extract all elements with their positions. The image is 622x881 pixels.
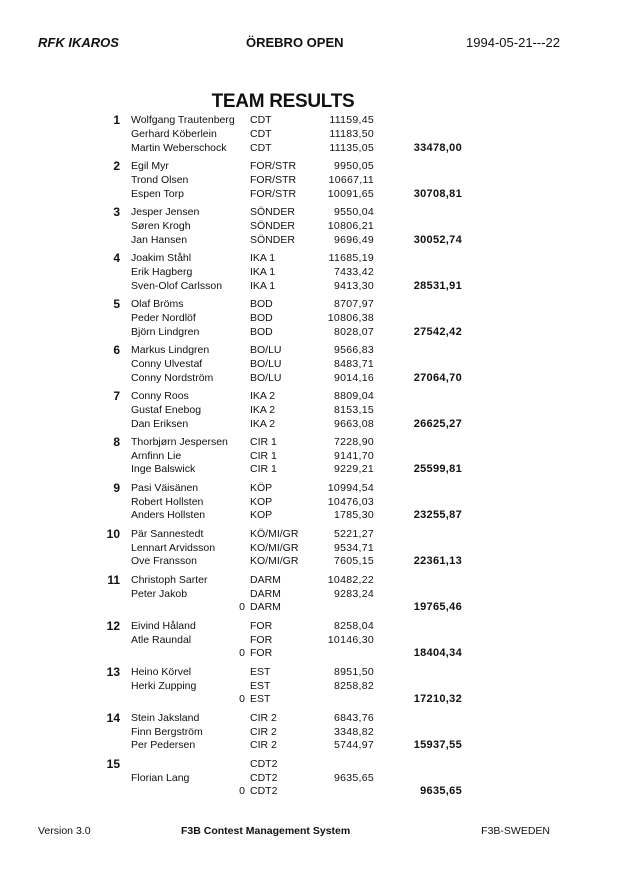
- member-club: BOD: [250, 297, 273, 310]
- team-member-row: [0, 785, 622, 799]
- team-total: 23255,87: [413, 509, 462, 522]
- member-club: CIR 1: [250, 435, 277, 448]
- team-member-row: [0, 266, 622, 280]
- member-name: Christoph Sarter: [131, 573, 208, 586]
- member-name: Finn Bergström: [131, 725, 203, 738]
- member-name: Lennart Arvidsson: [131, 541, 216, 554]
- member-score: 8809,04: [333, 389, 374, 402]
- team-total: 33478,00: [413, 141, 462, 154]
- member-club: KOP: [250, 495, 273, 508]
- team-rank: 2: [113, 158, 120, 173]
- team-block: [0, 344, 622, 385]
- team-member-row: [0, 404, 622, 418]
- team-total: 22361,13: [413, 555, 462, 568]
- team-block: [0, 206, 622, 247]
- team-results-list: [0, 114, 622, 799]
- member-club: KOP: [250, 509, 273, 522]
- contest-date: 1994-05-21---22: [466, 35, 560, 50]
- member-score: 7433,42: [333, 265, 374, 278]
- team-member-row: [0, 206, 622, 220]
- member-score: 10482,22: [327, 573, 374, 586]
- member-score: 8153,15: [333, 403, 374, 416]
- member-score: 9663,08: [333, 417, 374, 430]
- team-total: 17210,32: [413, 693, 462, 706]
- member-name: Sven-Olof Carlsson: [131, 279, 223, 292]
- member-name: Peder Nordlöf: [131, 311, 196, 324]
- member-club: DARM: [250, 573, 281, 586]
- empty-member-placeholder: 0: [239, 647, 245, 660]
- member-name: Espen Torp: [131, 187, 184, 200]
- team-block: [0, 252, 622, 293]
- team-block: [0, 712, 622, 753]
- team-total: 15937,55: [413, 739, 462, 752]
- member-club: IKA 2: [250, 403, 276, 416]
- member-score: 8258,04: [333, 619, 374, 632]
- member-club: BO/LU: [250, 371, 282, 384]
- member-club: BO/LU: [250, 343, 282, 356]
- team-block: [0, 298, 622, 339]
- team-member-row: [0, 693, 622, 707]
- member-club: BOD: [250, 325, 273, 338]
- team-member-row: [0, 358, 622, 372]
- team-member-row: [0, 555, 622, 569]
- member-name: Pär Sannestedt: [131, 527, 204, 540]
- team-total: 30708,81: [413, 187, 462, 200]
- team-total: 19765,46: [413, 601, 462, 614]
- member-score: 7605,15: [333, 555, 374, 568]
- organizer-name: RFK IKAROS: [38, 35, 119, 50]
- member-name: Robert Hollsten: [131, 495, 204, 508]
- member-score: 10476,03: [327, 495, 374, 508]
- team-rank: 10: [106, 526, 120, 541]
- member-club: EST: [250, 693, 271, 706]
- member-score: 9413,30: [333, 279, 374, 292]
- member-score: 9141,70: [333, 449, 374, 462]
- member-name: Joakim Ståhl: [131, 251, 192, 264]
- team-member-row: [0, 418, 622, 432]
- team-rank: 1: [113, 113, 120, 127]
- member-club: CDT2: [250, 785, 278, 798]
- team-member-row: [0, 326, 622, 340]
- team-member-row: [0, 482, 622, 496]
- member-name: Eivind Håland: [131, 619, 196, 632]
- team-block: [0, 666, 622, 707]
- empty-member-placeholder: 0: [239, 785, 245, 798]
- member-score: 9950,05: [333, 159, 374, 172]
- team-member-row: [0, 372, 622, 386]
- member-name: Conny Nordström: [131, 371, 214, 384]
- team-rank: 5: [113, 296, 120, 311]
- member-score: 10806,38: [327, 311, 374, 324]
- member-name: Markus Lindgren: [131, 343, 210, 356]
- member-name: Wolfgang Trautenberg: [131, 114, 235, 126]
- team-member-row: [0, 739, 622, 753]
- team-member-row: [0, 220, 622, 234]
- member-name: Per Pedersen: [131, 739, 196, 752]
- team-block: [0, 390, 622, 431]
- member-club: KO/MI/GR: [250, 555, 299, 568]
- team-member-row: [0, 128, 622, 142]
- system-name: F3B Contest Management System: [181, 825, 351, 837]
- team-member-row: [0, 160, 622, 174]
- team-block: [0, 620, 622, 661]
- team-rank: 13: [106, 664, 120, 679]
- member-club: CDT: [250, 127, 272, 140]
- team-member-row: [0, 528, 622, 542]
- team-member-row: [0, 436, 622, 450]
- member-club: DARM: [250, 601, 281, 614]
- member-name: Conny Roos: [131, 389, 189, 402]
- member-score: 10146,30: [327, 633, 374, 646]
- team-member-row: [0, 588, 622, 602]
- member-score: 11685,19: [328, 251, 374, 264]
- member-name: Trond Olsen: [131, 173, 189, 186]
- team-total: 26625,27: [413, 417, 462, 430]
- member-club: IKA 1: [250, 251, 276, 264]
- member-score: 9229,21: [333, 463, 374, 476]
- team-member-row: [0, 344, 622, 358]
- team-total: 25599,81: [413, 463, 462, 476]
- member-name: Peter Jakob: [131, 587, 188, 600]
- team-total: 27542,42: [413, 325, 462, 338]
- team-total: 27064,70: [413, 371, 462, 384]
- team-rank: 3: [113, 204, 120, 219]
- member-score: 11135,05: [329, 141, 374, 154]
- team-member-row: [0, 312, 622, 326]
- member-club: EST: [250, 679, 271, 692]
- page-title: TEAM RESULTS: [211, 91, 355, 112]
- member-club: FOR: [250, 619, 273, 632]
- team-rank: 14: [106, 710, 120, 725]
- member-name: Jesper Jensen: [131, 205, 200, 218]
- member-score: 6843,76: [333, 711, 374, 724]
- team-member-row: [0, 620, 622, 634]
- member-club: FOR: [250, 647, 273, 660]
- member-score: 8707,97: [333, 297, 374, 310]
- member-name: Inge Balswick: [131, 463, 196, 476]
- team-rank: 12: [106, 618, 120, 633]
- member-club: IKA 1: [250, 265, 276, 278]
- member-club: CDT2: [250, 757, 278, 770]
- member-score: 10091,65: [327, 187, 374, 200]
- member-name: Dan Eriksen: [131, 417, 189, 430]
- member-club: FOR/STR: [250, 159, 297, 172]
- member-club: BOD: [250, 311, 273, 324]
- team-member-row: [0, 758, 622, 772]
- team-member-row: [0, 542, 622, 556]
- contest-name: ÖREBRO OPEN: [246, 35, 344, 50]
- member-club: FOR: [250, 633, 273, 646]
- member-name: Egil Myr: [131, 159, 169, 172]
- member-club: CDT: [250, 114, 272, 126]
- team-rank: 15: [106, 756, 120, 771]
- version-label: Version 3.0: [38, 825, 91, 837]
- member-name: Anders Hollsten: [131, 509, 206, 522]
- team-member-row: [0, 280, 622, 294]
- member-club: KÖ/MI/GR: [250, 527, 299, 540]
- member-name: Ove Fransson: [131, 555, 197, 568]
- member-score: 9014,16: [333, 371, 374, 384]
- team-member-row: [0, 509, 622, 523]
- team-member-row: [0, 574, 622, 588]
- team-rank: 11: [107, 572, 120, 587]
- member-score: 9283,24: [333, 587, 374, 600]
- empty-member-placeholder: 0: [239, 693, 245, 706]
- member-name: Martin Weberschock: [131, 141, 227, 154]
- member-name: Heino Körvel: [131, 665, 192, 678]
- team-total: 30052,74: [413, 233, 462, 246]
- team-total: 18404,34: [413, 647, 462, 660]
- member-name: Conny Ulvestaf: [131, 357, 203, 370]
- team-member-row: [0, 772, 622, 786]
- team-member-row: [0, 463, 622, 477]
- member-score: 11159,45: [329, 114, 374, 126]
- team-member-row: [0, 142, 622, 156]
- member-club: KO/MI/GR: [250, 541, 299, 554]
- team-member-row: [0, 680, 622, 694]
- team-block: [0, 574, 622, 615]
- member-score: 10994,54: [327, 481, 374, 494]
- member-club: EST: [250, 665, 271, 678]
- member-club: CIR 2: [250, 725, 277, 738]
- team-block: [0, 758, 622, 799]
- member-score: 9635,65: [333, 771, 374, 784]
- team-member-row: [0, 712, 622, 726]
- team-rank: 4: [113, 250, 120, 265]
- member-score: 7228,90: [333, 435, 374, 448]
- member-club: FOR/STR: [250, 173, 297, 186]
- member-club: BO/LU: [250, 357, 282, 370]
- empty-member-placeholder: 0: [239, 601, 245, 614]
- team-member-row: [0, 647, 622, 661]
- federation-name: F3B-SWEDEN: [481, 825, 550, 837]
- team-total: 9635,65: [420, 785, 462, 798]
- member-name: Jan Hansen: [131, 233, 188, 246]
- member-club: CIR 2: [250, 711, 277, 724]
- member-name: Atle Raundal: [131, 633, 192, 646]
- team-member-row: [0, 234, 622, 248]
- member-name: Olaf Bröms: [131, 297, 184, 310]
- member-name: Gerhard Köberlein: [131, 127, 217, 140]
- team-member-row: [0, 298, 622, 312]
- member-club: CDT: [250, 141, 272, 154]
- team-block: [0, 114, 622, 155]
- member-name: Søren Krogh: [131, 219, 191, 232]
- team-member-row: [0, 496, 622, 510]
- member-club: DARM: [250, 587, 281, 600]
- member-club: KÖP: [250, 481, 273, 494]
- member-name: Herki Zupping: [131, 679, 197, 692]
- member-club: CDT2: [250, 771, 278, 784]
- team-member-row: [0, 450, 622, 464]
- member-name: Erik Hagberg: [131, 265, 193, 278]
- member-score: 9696,49: [333, 233, 374, 246]
- member-score: 8951,50: [333, 665, 374, 678]
- member-score: 9550,04: [333, 205, 374, 218]
- member-club: CIR 2: [250, 739, 277, 752]
- team-member-row: [0, 114, 622, 128]
- member-club: IKA 2: [250, 417, 276, 430]
- team-block: [0, 528, 622, 569]
- team-block: [0, 482, 622, 523]
- member-club: SÖNDER: [250, 219, 295, 232]
- member-score: 11183,50: [329, 127, 374, 140]
- team-member-row: [0, 634, 622, 648]
- member-score: 5221,27: [333, 527, 374, 540]
- member-club: CIR 1: [250, 463, 277, 476]
- member-score: 10667,11: [328, 173, 374, 186]
- team-member-row: [0, 188, 622, 202]
- team-member-row: [0, 601, 622, 615]
- member-score: 8483,71: [333, 357, 374, 370]
- member-club: IKA 2: [250, 389, 276, 402]
- team-member-row: [0, 174, 622, 188]
- team-member-row: [0, 390, 622, 404]
- member-club: CIR 1: [250, 449, 277, 462]
- member-score: 9566,83: [333, 343, 374, 356]
- member-name: Thorbjørn Jespersen: [131, 435, 228, 448]
- member-club: IKA 1: [250, 279, 276, 292]
- member-score: 8258,82: [333, 679, 374, 692]
- member-club: SÖNDER: [250, 233, 295, 246]
- team-rank: 7: [113, 388, 120, 403]
- team-member-row: [0, 252, 622, 266]
- member-name: Arnfinn Lie: [131, 449, 182, 462]
- member-name: Florian Lang: [131, 771, 190, 784]
- team-member-row: [0, 726, 622, 740]
- member-score: 9534,71: [333, 541, 374, 554]
- member-name: Stein Jaksland: [131, 711, 200, 724]
- member-score: 8028,07: [333, 325, 374, 338]
- member-score: 1785,30: [333, 509, 374, 522]
- member-club: SÖNDER: [250, 205, 295, 218]
- member-club: FOR/STR: [250, 187, 297, 200]
- member-score: 5744,97: [333, 739, 374, 752]
- member-score: 3348,82: [333, 725, 374, 738]
- team-rank: 8: [113, 434, 120, 449]
- team-member-row: [0, 666, 622, 680]
- team-rank: 9: [113, 480, 120, 495]
- member-score: 10806,21: [327, 219, 374, 232]
- member-name: Pasi Väisänen: [131, 481, 199, 494]
- team-total: 28531,91: [413, 279, 462, 292]
- member-name: Björn Lindgren: [131, 325, 200, 338]
- member-name: Gustaf Enebog: [131, 403, 202, 416]
- team-block: [0, 160, 622, 201]
- team-rank: 6: [113, 342, 120, 357]
- team-block: [0, 436, 622, 477]
